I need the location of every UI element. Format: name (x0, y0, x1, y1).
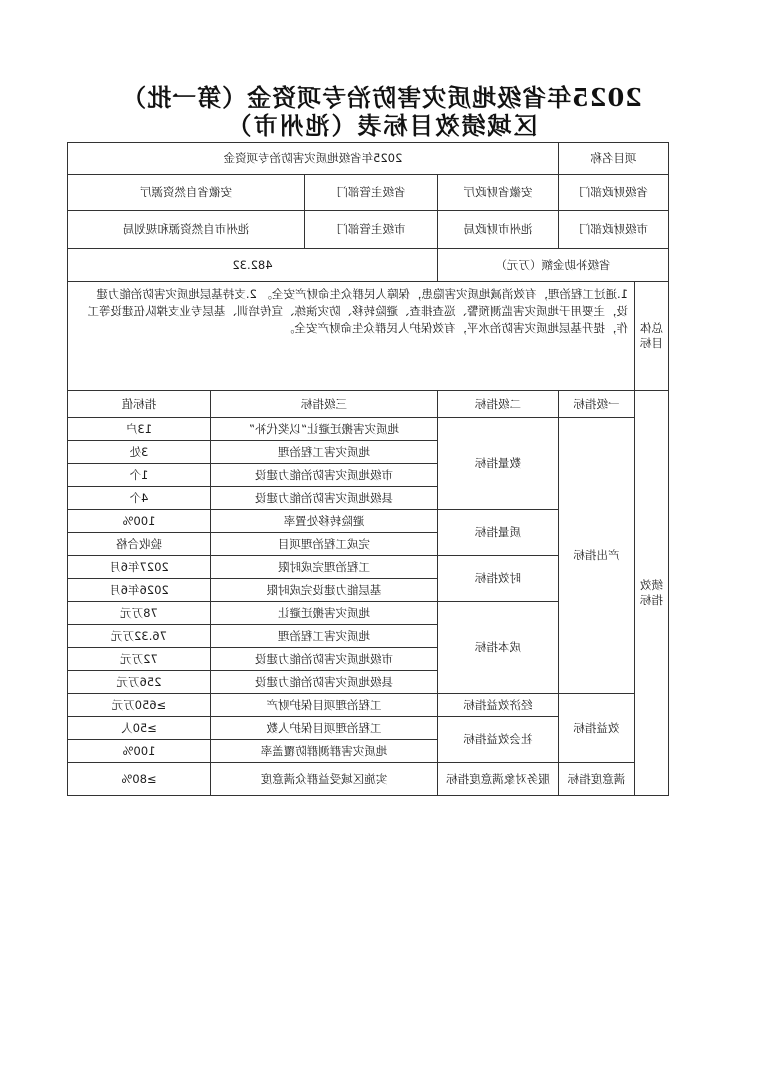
city-finance-value: 池州市财政局 (438, 211, 559, 249)
indicator-value: 100% (67, 740, 210, 763)
indicator-name: 工程治理项目保护人数 (211, 717, 438, 740)
indicator-value: 13户 (67, 418, 210, 441)
amount-label: 省级补助金额（万元） (438, 249, 669, 282)
indicator-name: 县级地质灾害防治能力建设 (211, 671, 438, 694)
indicator-name: 市级地质灾害防治能力建设 (211, 464, 438, 487)
group-output: 产出指标 (559, 418, 635, 694)
indicator-value: 76.32万元 (67, 625, 210, 648)
subgroup-service: 服务对象满意度指标 (438, 763, 559, 796)
indicator-name: 工程治理项目保护财产 (211, 694, 438, 717)
indicator-value: 3处 (67, 441, 210, 464)
subgroup-cost: 成本指标 (438, 602, 559, 694)
indicator-name: 地质灾害搬迁避让 (211, 602, 438, 625)
amount-value: 482.32 (67, 249, 437, 282)
indicator-name: 市级地质灾害防治能力建设 (211, 648, 438, 671)
subgroup-economic: 经济效益指标 (438, 694, 559, 717)
indicator-value: 78万元 (67, 602, 210, 625)
goal-text: 1.通过工程治理，有效消减地质灾害隐患，保障人民群众生命财产安全。 2.支持基层地质灾害防治能力建设，主要用于地质灾害监测预警、巡查排查、避险转移、防灾演练、宣传培训、基层专业支撑队伍建设等工作，提升基层地质灾害防治水平，有效保护人民群众生命财产安全。 (67, 282, 634, 391)
header-level3: 三级指标 (211, 391, 438, 418)
doc-title-line2: 区域绩效目标表（池州市） (225, 111, 538, 140)
indicator-name: 县级地质灾害防治能力建设 (211, 487, 438, 510)
header-value: 指标值 (67, 391, 210, 418)
prov-dept-value: 安徽省自然资源厅 (67, 175, 304, 211)
city-finance-label: 市级财政部门 (559, 211, 669, 249)
subgroup-social: 社会效益指标 (438, 717, 559, 763)
prov-finance-value: 安徽省财政厅 (438, 175, 559, 211)
indicator-value: 2027年6月 (67, 556, 210, 579)
indicator-name: 避险转移处置率 (211, 510, 438, 533)
indicator-name: 地质灾害群测群防覆盖率 (211, 740, 438, 763)
indicator-name: 地质灾害搬迁避让“以奖代补” (211, 418, 438, 441)
perf-indicator-label: 绩效指标 (635, 391, 669, 796)
indicator-value: 2026年6月 (67, 579, 210, 602)
indicator-name: 地质灾害工程治理 (211, 441, 438, 464)
group-benefit: 效益指标 (559, 694, 635, 763)
indicator-value: 72万元 (67, 648, 210, 671)
indicator-name: 地质灾害工程治理 (211, 625, 438, 648)
project-name-value: 2025年省级地质灾害防治专项资金 (67, 143, 558, 175)
indicator-value: 1个 (67, 464, 210, 487)
city-dept-label: 市级主管部门 (305, 211, 438, 249)
indicator-value: 256万元 (67, 671, 210, 694)
performance-target-table (67, 142, 669, 796)
indicator-value: 100% (67, 510, 210, 533)
header-level2: 二级指标 (438, 391, 559, 418)
subgroup-quantity: 数量指标 (438, 418, 559, 510)
header-level1: 一级指标 (559, 391, 635, 418)
subgroup-time: 时效指标 (438, 556, 559, 602)
indicator-name: 完成工程治理项目 (211, 533, 438, 556)
city-dept-value: 池州市自然资源和规划局 (67, 211, 304, 249)
indicator-value: 验收合格 (67, 533, 210, 556)
indicator-name: 工程治理完成时限 (211, 556, 438, 579)
indicator-name: 实施区域受益群众满意度 (211, 763, 438, 796)
group-satisfaction: 满意度指标 (559, 763, 635, 796)
indicator-value: ≥650万元 (67, 694, 210, 717)
indicator-name: 基层能力建设完成时限 (211, 579, 438, 602)
goal-label: 总体目标 (635, 282, 669, 391)
indicator-value: ≥50人 (67, 717, 210, 740)
doc-title-line1: 2025年省级地质灾害防治专项资金（第一批） (121, 83, 642, 112)
indicator-value: ≥80% (67, 763, 210, 796)
prov-dept-label: 省级主管部门 (305, 175, 438, 211)
project-name-label: 项目名称 (559, 143, 669, 175)
prov-finance-label: 省级财政部门 (559, 175, 669, 211)
subgroup-quality: 质量指标 (438, 510, 559, 556)
indicator-value: 4个 (67, 487, 210, 510)
